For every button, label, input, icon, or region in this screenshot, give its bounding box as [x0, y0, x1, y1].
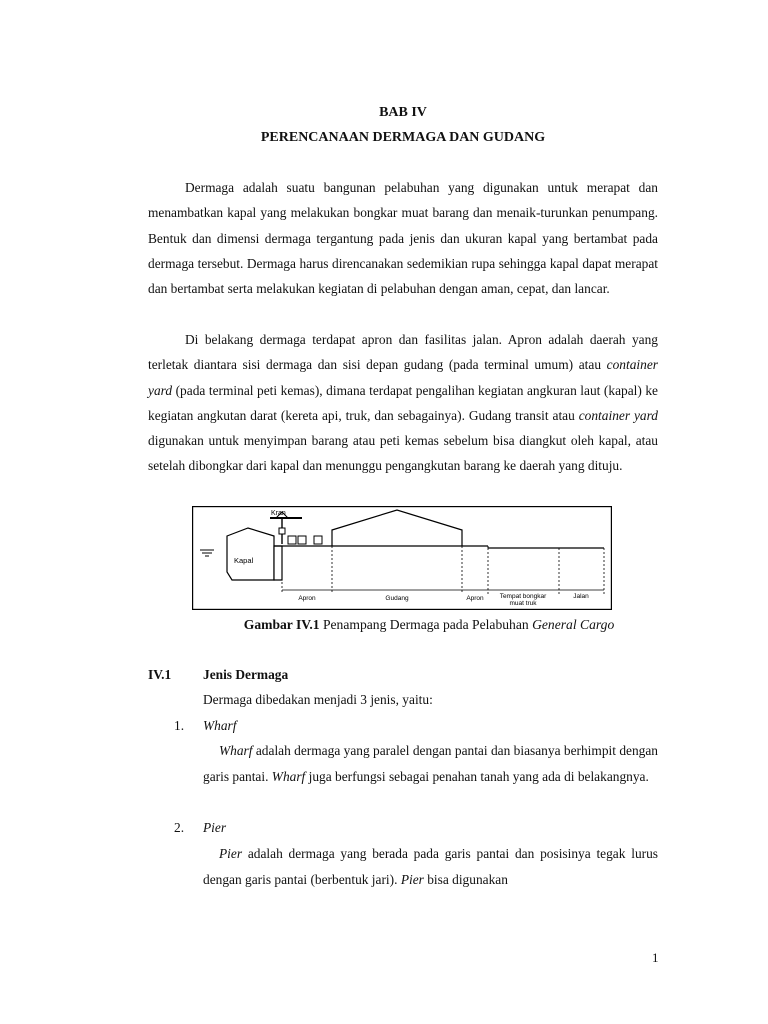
paragraph-apron: Di belakang dermaga terdapat apron dan fasilitas jalan. Apron adalah daerah yang terletak diantara sisi dermaga dan sisi depan gudang (pada terminal umum) atau container yard (pada terminal peti kemas), dimana terdapat pengalihan kegiatan angkuran laut (kapal) ke kegiatan angkutan darat (kereta api, truk, dan sebagainya). Gudang transit atau container yard digunakan untuk menyimpan barang atau peti kemas sebelum bisa diangkut oleh kapal, atau setelah dibongkar dari kapal dan menunggu pengangkutan barang ke daerah yang dituju. [148, 332, 658, 474]
dermaga-cross-section-figure [192, 506, 612, 610]
list-item-pier: Pier [203, 820, 227, 835]
chapter-title: PERENCANAAN DERMAGA DAN GUDANG [260, 130, 546, 145]
list-number-1: 1. [174, 718, 185, 733]
label-kapal: Kapal [234, 556, 254, 565]
paragraph-pier: Pier adalah dermaga yang berada pada garis pantai dan posisinya tegak lurus dengan garis pantai (berbentuk jari). Pier bisa digunakan [203, 846, 658, 887]
section-number: IV.1 [148, 667, 172, 682]
page-number: 1 [652, 950, 659, 965]
label-jalan: Jalan [573, 593, 589, 600]
paragraph-wharf: Wharf adalah dermaga yang paralel dengan pantai dan biasanya berhimpit dengan garis pantai. Wharf juga berfungsi sebagai penahan tanah yang ada di belakangnya. [203, 743, 658, 784]
label-apron-2: Apron [466, 595, 484, 602]
label-kran: Kran [271, 510, 286, 517]
section-intro: Dermaga dibedakan menjadi 3 jenis, yaitu: [203, 692, 433, 707]
label-gudang: Gudang [385, 595, 409, 602]
list-number-2: 2. [174, 820, 185, 835]
list-item-wharf: Wharf [203, 718, 237, 733]
section-title: Jenis Dermaga [203, 667, 289, 682]
label-apron-1: Apron [298, 595, 316, 602]
figure-caption: Gambar IV.1 Penampang Dermaga pada Pelabuhan General Cargo [243, 617, 615, 632]
chapter-heading: BAB IV [379, 105, 427, 120]
paragraph-dermaga: Dermaga adalah suatu bangunan pelabuhan yang digunakan untuk merapat dan menambatkan kapal yang melakukan bongkar muat barang dan menaik-turunkan penumpang. Bentuk dan dimensi dermaga tergantung pada jenis dan ukuran kapal yang bertambat pada dermaga tersebut. Dermaga harus direncanakan sedemikian rupa sehingga kapal dapat merapat dan bertambat serta melakukan kegiatan di pelabuhan dengan aman, cepat, dan lancar. [148, 180, 658, 297]
label-tempat-bongkar: Tempat bongkar [499, 593, 547, 600]
label-muat-truk: muat truk [509, 600, 537, 607]
